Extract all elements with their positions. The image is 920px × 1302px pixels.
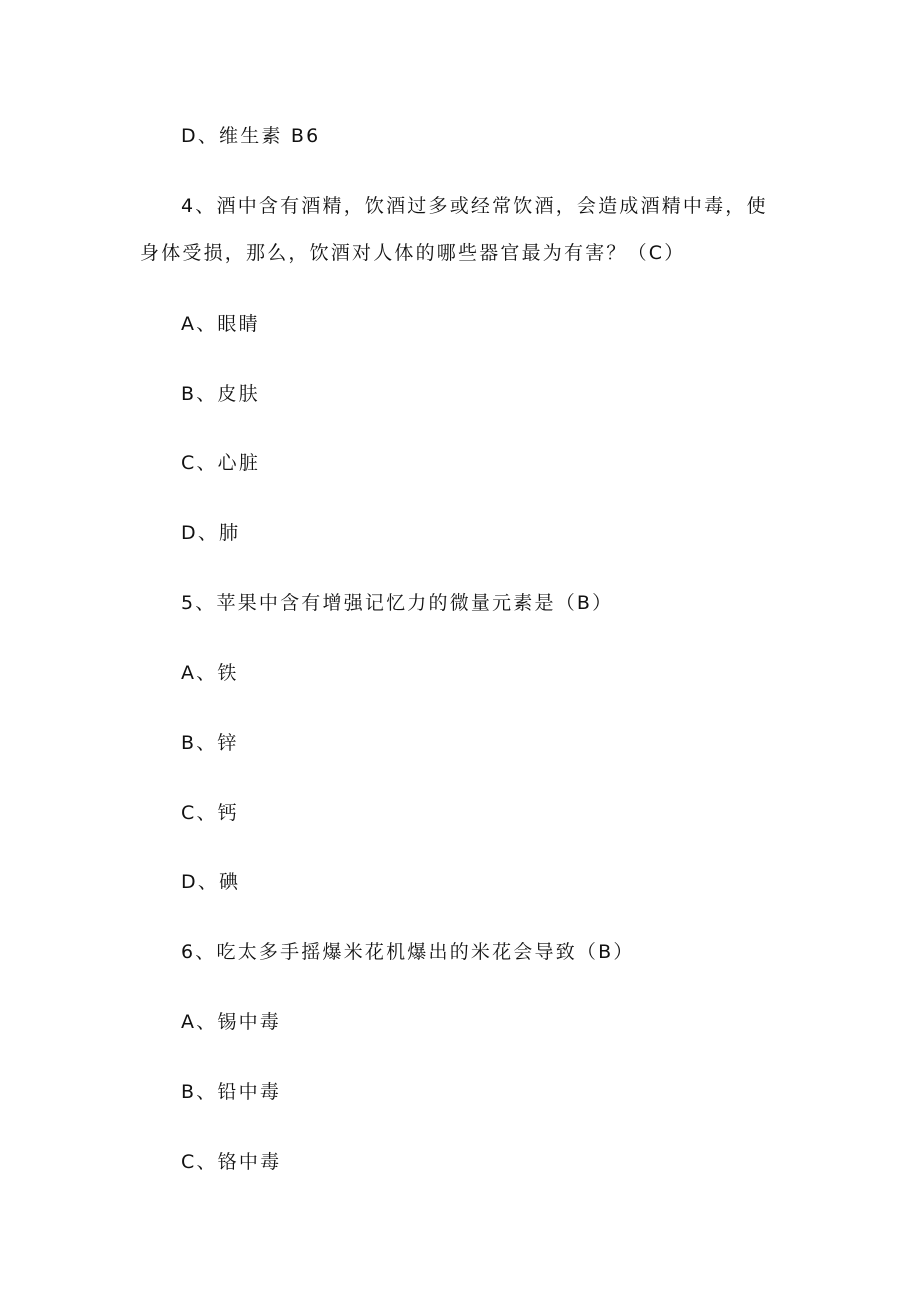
question-4-option-b: B、皮肤 [181,383,260,405]
question-4-line-2: 身体受损，那么，饮酒对人体的哪些器官最为有害？（C） [140,242,686,264]
question-6: 6、吃太多手摇爆米花机爆出的米花会导致（B） [181,941,635,963]
question-5-option-a: A、铁 [181,662,239,684]
question-5: 5、苹果中含有增强记忆力的微量元素是（B） [181,592,614,614]
question-5-option-c: C、钙 [181,802,239,824]
question-4-option-c: C、心脏 [181,452,261,474]
question-4-option-d: D、肺 [181,522,241,544]
question-5-option-d: D、碘 [181,871,241,893]
question-4-line-1: 4、酒中含有酒精，饮酒过多或经常饮酒，会造成酒精中毒，使 [181,195,768,217]
question-6-option-c: C、铬中毒 [181,1151,282,1173]
question-6-option-a: A、锡中毒 [181,1011,281,1033]
option-d-vitamin-b6: D、维生素 B6 [181,125,321,147]
question-6-option-b: B、铅中毒 [181,1081,282,1103]
question-4-option-a: A、眼睛 [181,313,260,335]
question-5-option-b: B、锌 [181,732,239,754]
